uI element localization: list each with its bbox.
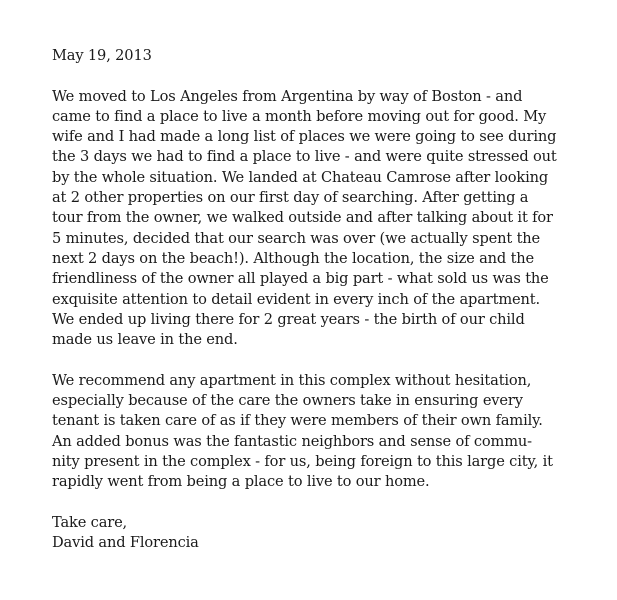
paragraph-line: 5 minutes, decided that our search was over (we actually spent the — [52, 229, 541, 247]
paragraph-line: came to find a place to live a month before moving out for good. My — [52, 107, 547, 125]
paragraph-line: tenant is taken care of as if they were members of their own family. — [52, 412, 543, 430]
paragraph-line: at 2 other properties on our first day of searching. After getting a — [52, 189, 529, 207]
paragraph-line: by the whole situation. We landed at Chateau Camrose after looking — [52, 168, 549, 186]
paragraph-line: especially because of the care the owners take in ensuring every — [52, 392, 523, 410]
paragraph-line: We ended up living there for 2 great years - the birth of our child — [52, 310, 525, 328]
letter-date: May 19, 2013 — [52, 47, 152, 64]
paragraph-2 — [52, 371, 602, 493]
paragraph-line: We recommend any apartment in this complex without hesitation, — [52, 371, 532, 389]
paragraph-line: the 3 days we had to find a place to live - and were quite stressed out — [52, 148, 557, 166]
letter-closing: Take care, — [52, 513, 128, 531]
paragraph-line: An added bonus was the fantastic neighbors and sense of commu- — [52, 432, 532, 450]
letter-signature: David and Florencia — [52, 534, 199, 552]
paragraph-line: tour from the owner, we walked outside and after talking about it for — [52, 209, 553, 227]
paragraph-line: rapidly went from being a place to live to our home. — [52, 473, 430, 491]
spacer — [52, 350, 602, 370]
letter — [52, 46, 602, 553]
paragraph-line: wife and I had made a long list of places we were going to see during — [52, 128, 557, 146]
paragraph-line: We moved to Los Angeles from Argentina by way of Boston - and — [52, 87, 523, 105]
paragraph-line: made us leave in the end. — [52, 331, 238, 349]
paragraph-1 — [52, 87, 602, 351]
spacer — [52, 66, 602, 86]
paragraph-line: friendliness of the owner all played a big part - what sold us was the — [52, 270, 549, 288]
paragraph-line: exquisite attention to detail evident in every inch of the apartment. — [52, 290, 540, 308]
spacer — [52, 493, 602, 513]
paragraph-line: next 2 days on the beach!). Although the location, the size and the — [52, 249, 535, 267]
paragraph-line: nity present in the complex - for us, being foreign to this large city, it — [52, 452, 553, 470]
